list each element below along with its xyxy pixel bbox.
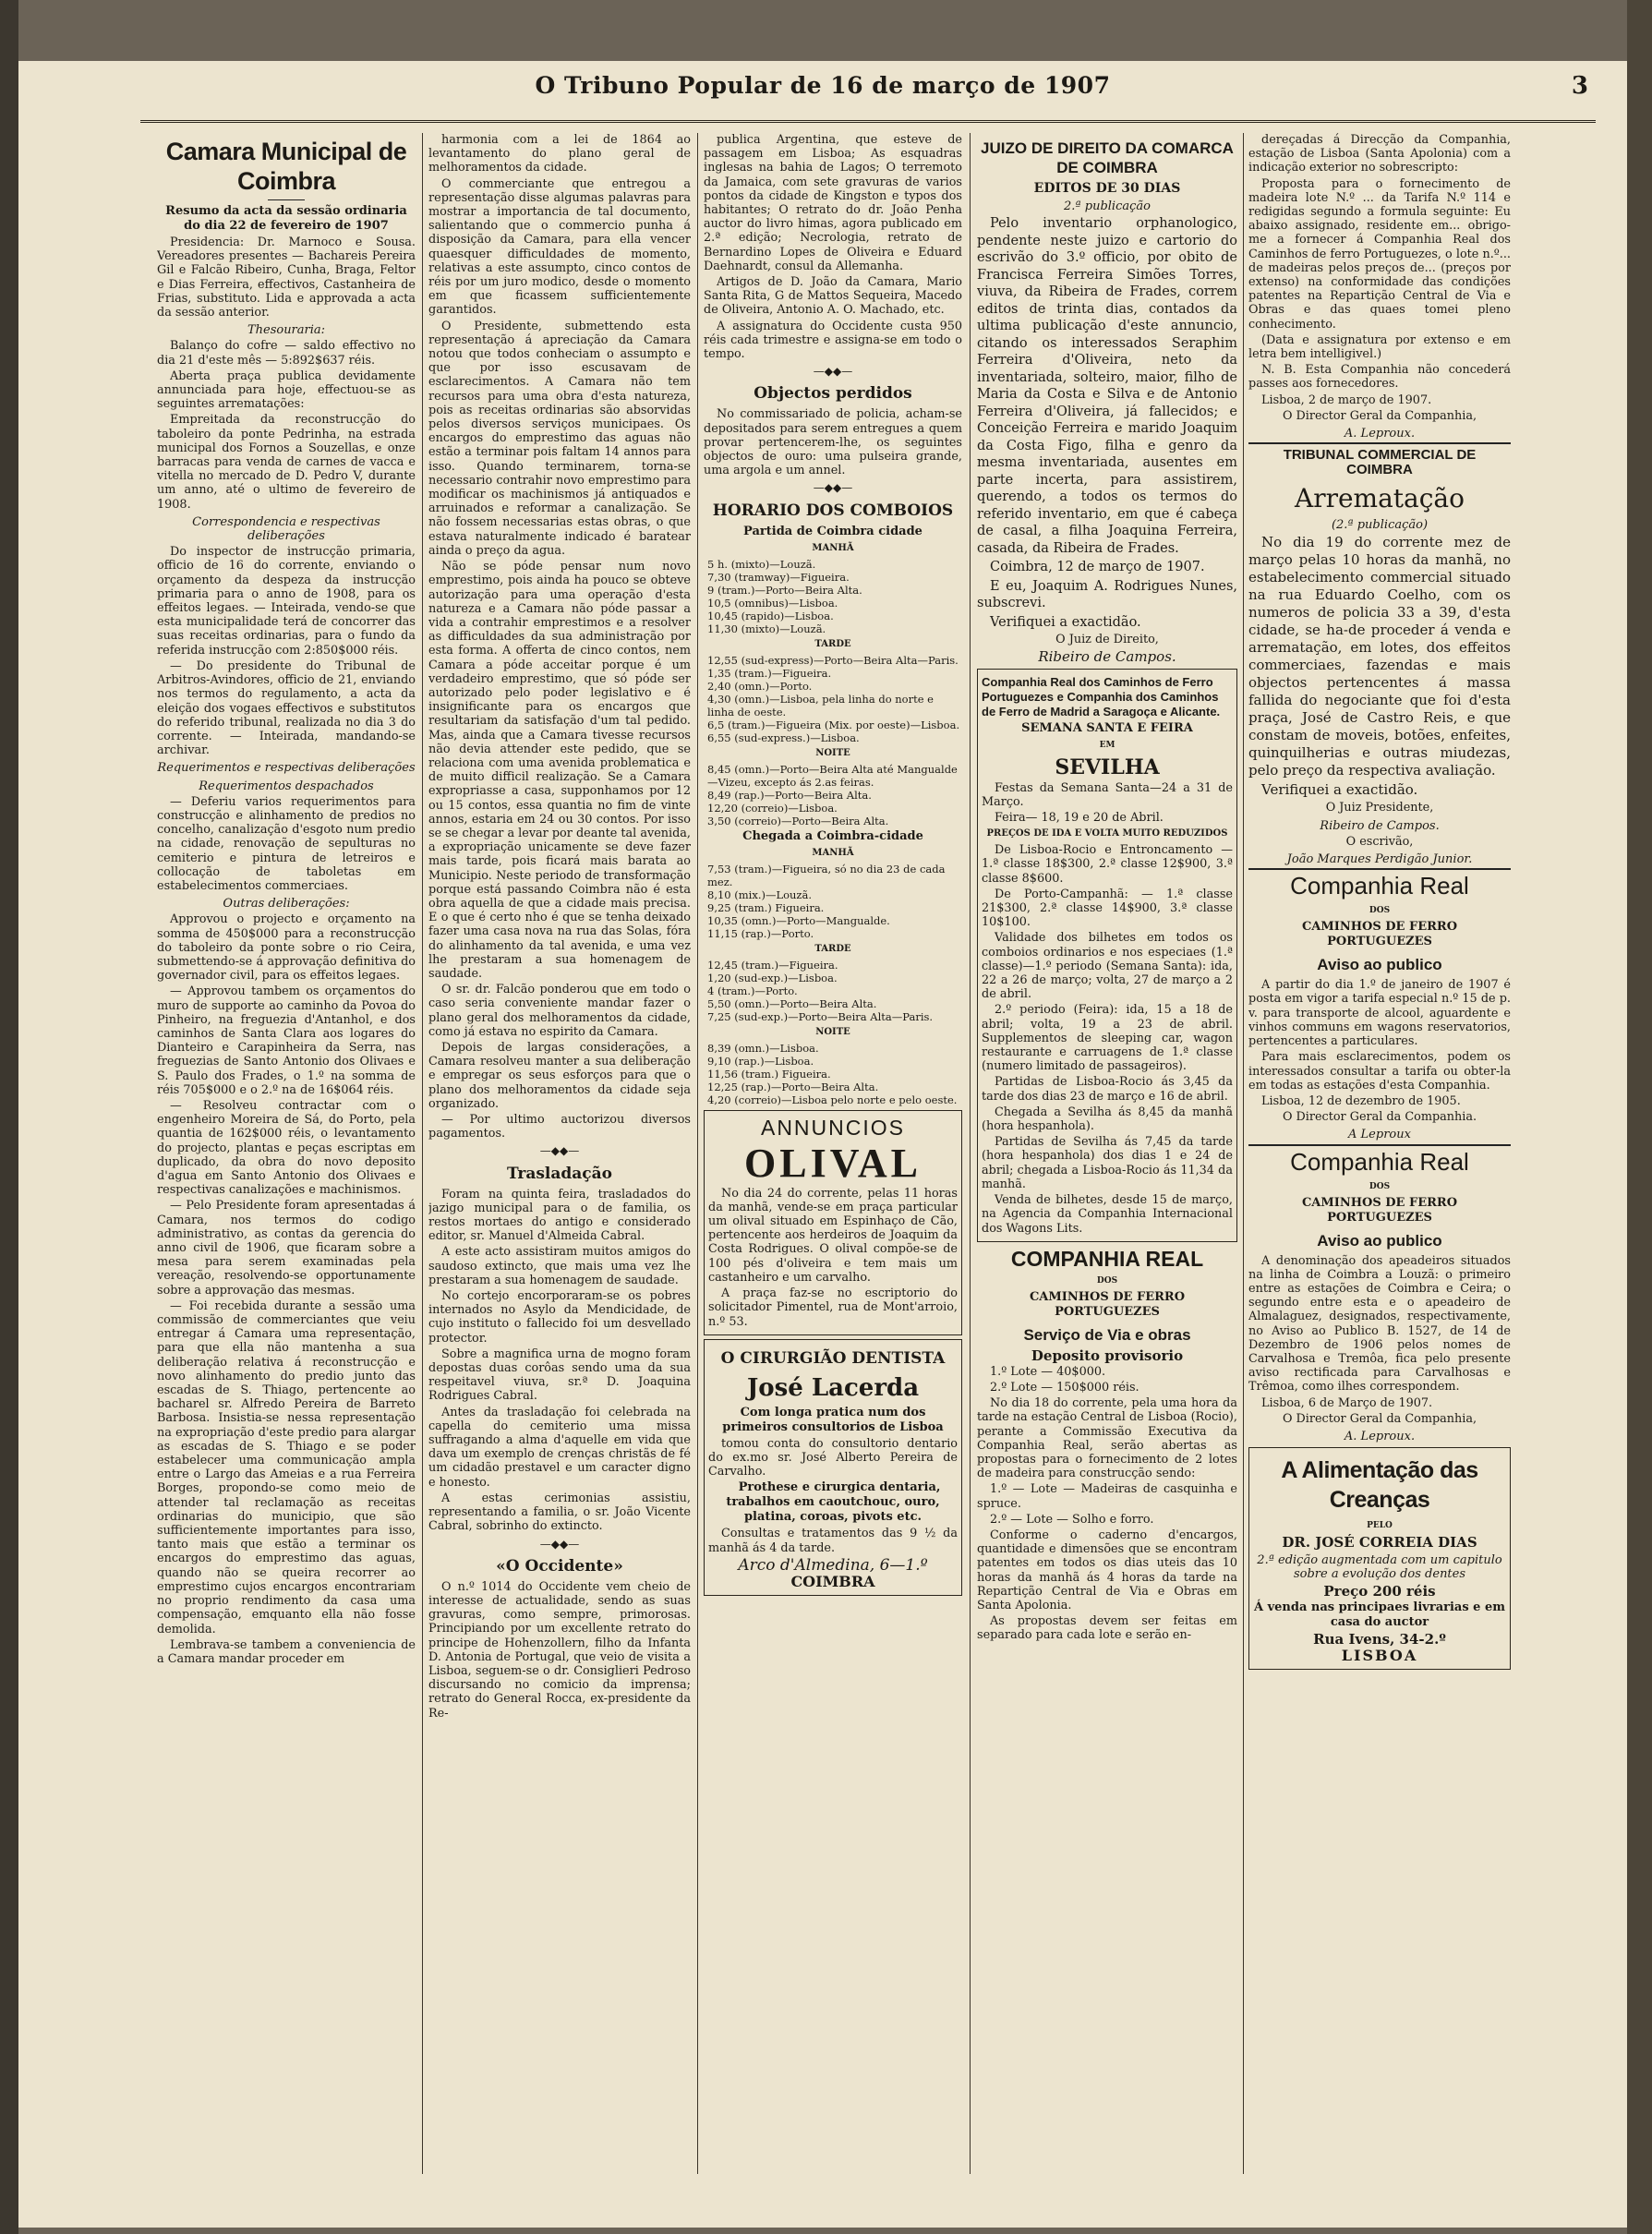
company-subtitle: DOS bbox=[1369, 906, 1391, 916]
list-item: 1,20 (sud-exp.)—Lisboa. bbox=[707, 971, 838, 984]
paragraph: Venda de bilhetes, desde 15 de março, na Agencia da Companhia Internacional dos Wagons Lits. bbox=[982, 1193, 1233, 1236]
paragraph: 2.º — Lote — Solho e forro. bbox=[990, 1512, 1154, 1527]
paragraph: De Lisboa-Rocio e Entroncamento — 1.ª classe 18$300, 2.ª classe 12$900, 3.ª classe 8$600. bbox=[982, 843, 1233, 886]
section-heading: Correspondencia e respectivas deliberações bbox=[192, 514, 380, 544]
list-item: 11,56 (tram.) Figueira. bbox=[707, 1067, 831, 1081]
signature-name: Ribeiro de Campos. bbox=[1038, 648, 1176, 666]
list-item: 4,20 (correio)—Lisboa pelo norte e pelo oeste. bbox=[707, 1093, 958, 1106]
list-item: 1,35 (tram.)—Figueira. bbox=[707, 666, 832, 680]
paragraph: — Do presidente do Tribunal de Arbitros-Avindores, officio de 21, enviando nos termos do regulamento, a acta da eleição dos vogaes effectivos e substitutos do referido tribunal, realizada no dia 3 do corrente. — Inteirada, mandando-se archivar. bbox=[157, 658, 416, 758]
paragraph: Do inspector de instrucção primaria, officio de 16 do corrente, enviando o orçamento da despeza da instrucção primaria para o anno de 1908, para os effeitos legaes. — Inteirada, vendo-se que esta municipalidade terá de concorrer das suas receitas ordinarias, para o fundo da referida instrucção com 2:850$000 réis. bbox=[157, 545, 416, 658]
list-item: 5,50 (omn.)—Porto—Beira Alta. bbox=[707, 996, 877, 1010]
period-label: MANHÃ bbox=[812, 847, 854, 858]
departures-afternoon bbox=[704, 654, 962, 744]
paragraph: No dia 24 do corrente, pelas 11 horas da manhã, vende-se em praça particular um olival situado em Espinhaço de Cão, pertencente aos herdeiros de Joaquim da Costa Rodrigues. O olival compõe-se de 100 pés d'oliveira e tem mais um castanheiro e um carvalho. bbox=[708, 1186, 958, 1285]
paragraph: — Deferiu varios requerimentos para construcção e alinhamento de predios no concelho, canalização d'esgoto num predio na cidade, renovação de sepulturas no cemiterio e pintura de letreiros e collocação de taboletas em estabelecimentos commerciaes. bbox=[157, 794, 416, 893]
article-subtitle: Resumo da acta da sessão ordinaria do dia 22 de fevereiro de 1907 bbox=[165, 204, 407, 233]
column-5 bbox=[1248, 133, 1511, 2174]
notice-title: Aviso ao publico bbox=[1317, 1231, 1442, 1250]
paragraph: (Data e assignatura por extenso e em letra bem intelligivel.) bbox=[1248, 332, 1511, 362]
list-item: 7,25 (sud-exp.)—Porto—Beira Alta—Paris. bbox=[707, 1009, 934, 1023]
paragraph: Festas da Semana Santa—24 a 31 de Março. bbox=[982, 780, 1233, 809]
paragraph: — Approvou tambem os orçamentos do muro de supporte ao caminho da Povoa do Pinheiro, na freguezia d'Antanhol, e dos caminhos de Santa Clara aos logares do Dianteiro e Carapinheira da Serra, nas freguezias de Santo Antonio dos Olivaes e S. Paulo dos Frades, o 1.º na somma de réis 705$000 e o 2.º na de 16$064 réis. bbox=[157, 984, 416, 1097]
ad-address: Arco d'Almedina, 6—1.º bbox=[738, 1555, 928, 1575]
list-item: 9,10 (rap.)—Lisboa. bbox=[707, 1054, 814, 1068]
list-item: 11,15 (rap.)—Porto. bbox=[707, 926, 814, 940]
signature-role: O Juiz Presidente, bbox=[1325, 801, 1434, 815]
paragraph: O n.º 1014 do Occidente vem cheio de interesse de actualidade, sendo as suas gravuras, como sempre, primorosas. Principiando por um excellente retrato do principe de Hohenzollern, filho da Infanta D. Antonia de Portugal, que veio de visita a Lisboa, seguem-se o dr. Consiglieri Pedroso discursando no comicio da imprensa; retrato do General Rocca, ex-presidente da Re- bbox=[428, 1579, 691, 1721]
paragraph: Foram na quinta feira, trasladados do jazigo municipal para o de familia, os restos mortaes do antigo e considerado editor, sr. Manuel d'Almeida Cabral. bbox=[428, 1187, 691, 1244]
paragraph: Para mais esclarecimentos, podem os interessados consultar a tarifa ou obter-la em todas as estações d'esta Companhia. bbox=[1248, 1050, 1511, 1093]
paragraph: Sobre a magnifica urna de mogno foram depostas duas corôas sendo uma da sua respeitavel viuva, sr.ª D. Joaquina Rodrigues Cabral. bbox=[428, 1346, 691, 1404]
paragraph: 1.º — Lote — Madeiras de casquinha e spruce. bbox=[977, 1482, 1237, 1511]
paragraph: Verifiquei a exactidão. bbox=[1261, 781, 1418, 799]
paragraph: Chegada a Sevilha ás 8,45 da manhã (hora hespanhola). bbox=[982, 1105, 1233, 1134]
paragraph: A partir do dia 1.º de janeiro de 1907 é posta em vigor a tarifa especial n.º 15 de p. v. para transporte de alcool, aguardente e vinhos communs em wagons reservatorios, pertencentes a particulares. bbox=[1248, 978, 1511, 1049]
ad-subtitle: SEMANA SANTA E FEIRA bbox=[1021, 720, 1193, 735]
ad-title: Companhia Real dos Caminhos de Ferro Portuguezes e Companhia dos Caminhos de Ferro de Madrid a Saragoça e Alicante. bbox=[982, 674, 1221, 719]
masthead-title: O Tribuno Popular de 16 de março de 1907 bbox=[535, 72, 1111, 99]
timetable-subtitle: Chegada a Coimbra-cidade bbox=[742, 828, 923, 843]
timetable-title: HORARIO DOS COMBOIOS bbox=[712, 501, 954, 520]
paragraph: O sr. dr. Falcão ponderou que em todo o caso seria conveniente mandar fazer o plano geral dos melhoramentos da cidade, como já estava no espirito da Camara. bbox=[428, 983, 691, 1039]
column-divider bbox=[422, 133, 423, 2174]
list-item: 12,25 (rap.)—Porto—Beira Alta. bbox=[707, 1080, 879, 1093]
departures-morning bbox=[704, 558, 962, 635]
ad-city: COIMBRA bbox=[790, 1572, 875, 1590]
notice-heading: Arrematação bbox=[1295, 483, 1465, 514]
section-heading: Requerimentos e respectivas deliberações bbox=[157, 761, 416, 776]
list-item: 9,25 (tram.) Figueira. bbox=[707, 900, 825, 914]
period-label: MANHÃ bbox=[812, 542, 854, 553]
signature-role: O Juiz de Direito, bbox=[1055, 633, 1159, 647]
list-item: 8,49 (rap.)—Porto—Beira Alta. bbox=[707, 788, 872, 802]
paragraph: No dia 18 do corrente, pela uma hora da tarde na estação Central de Lisboa (Rocio), perante a Commissão Executiva da Companhia Real, serão abertas as propostas para o fornecimento de 2 lotes de madeira para construcção sendo: bbox=[977, 1396, 1237, 1481]
paragraph: A este acto assistiram muitos amigos do saudoso extincto, que mais uma vez lhe prestaram a sua homenagem de saudade. bbox=[428, 1245, 691, 1287]
paragraph: Não se póde pensar num novo emprestimo, pois ainda ha pouco se obteve autorização para uma operação d'esta natureza e a Camara não póde passar a vida a contrahir emprestimos e a resolver as difficuldades da sua administração por esta forma. A offerta de cinco contos, nem Camara a póde acceitar porque é um verdadeiro emprestimo, que só póde ser autorizado pelo poder legislativo e é insignificante para os encargos que resultariam da satisfação d'um tal pedido. Mas, ainda que a Camara tivesse recursos não devia attender este pedido, que se relaciona com uma avenida problematica e de muito difficil realização. Se a Camara expropriasse a casa, supponhamos por 12 ou 15 contos, essa quantia no fim de vinte annos, estaria em 24 ou 30 contos. Por isso se se chegar a levar por deante tal avenida, a expropriação unicamente se deve fazer mais tarde, pois ficará mais barata ao Municipio. Neste periodo de transformação porque está passando Coimbra não é esta obra aquella de que a cidade mais precisa. E o que é certo nho é que se tenha deixado fazer uma casa nova na rua das Solas, fóra do alinhamento da tal avenida, e uma vez lhe prestaram a sua homenagem de saudade. bbox=[428, 560, 691, 981]
list-item: 10,35 (omn.)—Porto—Mangualde. bbox=[707, 913, 890, 927]
ad-subtitle: PREÇOS DE IDA E VOLTA MUITO REDUZIDOS bbox=[986, 828, 1228, 839]
paragraph: Lisboa, 2 de março de 1907. bbox=[1261, 392, 1432, 407]
paragraph: Depois de largas considerações, a Camara resolveu manter a sua deliberação e empregar os seus esforços para que o plano dos melhoramentos da cidade seja organizado. bbox=[428, 1041, 691, 1111]
signature-role: O escrivão, bbox=[1345, 834, 1414, 849]
company-subtitle: DOS bbox=[1096, 1275, 1118, 1286]
notice-title: TRIBUNAL COMMERCIAL DE COIMBRA bbox=[1248, 442, 1511, 477]
section-subheading: Requerimentos despachados bbox=[199, 779, 374, 793]
dentist-ad bbox=[704, 1339, 962, 1596]
left-page-edge bbox=[0, 0, 18, 2234]
list-item: 8,10 (mix.)—Louzã. bbox=[707, 888, 812, 901]
paragraph: — Foi recebida durante a sessão uma commissão de commerciantes que veiu entregar á Camara uma representação, para que ella não mantenha a sua deliberação relativa á reconstrucção e novo alinhamento do predio junto das escadas de S. Thiago, pertencente ao bacharel sr. Alfredo Pereira de Barreto Barbosa. Insistia-se nessa representação na expropriação d'este predio para alargar as escadas de S. Thiago e se poder estabelecer uma communicação ampla entre o Largo das Ameias e a rua Ferreira Borges, propondo-se como meio de attender tal reclamação as receitas ordinarias do municipio, que são sufficientemente importantes para isso, tanto mais que estão a terminar os encargos do emprestimo das aguas, quando não se queira recorrer ao emprestimo cujos encargos encontrariam no proprio rendimento da casa uma compensação, emquanto ella não fosse demolida. bbox=[157, 1298, 416, 1636]
column-divider bbox=[1243, 133, 1244, 2174]
paragraph: Artigos de D. João da Camara, Mario Santa Rita, G de Mattos Sequeira, Macedo de Oliveira, Antonio A. O. Machado, etc. bbox=[704, 275, 962, 318]
paragraph: A denominação dos apeadeiros situados na linha de Coimbra a Louzã: o primeiro entre as estações de Coimbra e Ceira; o segundo entre esta e o apeadeiro de Almalaguez, designados, respectivamente, no Aviso ao Publico B. 1527, de 14 de Dezembro de 1906 pelos nomes de Carvalhosa e Tremôa, fica pelo presente aviso rectificada para Carvalhosas e Trêmoa, como ilhes correspondem. bbox=[1248, 1253, 1511, 1395]
list-item: 4,30 (omn.)—Lisboa, pela linha do norte e linha de oeste. bbox=[707, 692, 934, 719]
list-item: 4 (tram.)—Porto. bbox=[707, 984, 798, 997]
section-title: «O Occidente» bbox=[496, 1556, 623, 1576]
paragraph: Consultas e tratamentos das 9 ½ da manhã ás 4 da tarde. bbox=[708, 1527, 958, 1555]
paragraph: E eu, Joaquim A. Rodrigues Nunes, subscrevi. bbox=[977, 578, 1237, 611]
ad-city: SEVILHA bbox=[1055, 755, 1160, 779]
paragraph: Presidencia: Dr. Marnoco e Sousa. Vereadores presentes — Bachareis Pereira Gil e Falcão Ribeiro, Cunha, Braga, Feltor e Dias Ferreira, effectivos, Castanheira de Frias, substituto. Lida e approvada a acta da sessão anterior. bbox=[157, 235, 416, 320]
olival-heading: OLIVAL bbox=[744, 1140, 922, 1186]
signature-name: A Leproux bbox=[1348, 1128, 1411, 1142]
section-heading: Outras deliberações: bbox=[223, 897, 350, 912]
period-label: TARDE bbox=[814, 638, 851, 649]
paragraph: — Pelo Presidente foram apresentadas á Camara, nos termos do codigo administrativo, as contas da gerencia do anno civil de 1906, que ficaram sobre a mesa para serem examinadas pela vereação, resolvendo-se opportunamente sobre a approvação das mesmas. bbox=[157, 1199, 416, 1298]
timetable-subtitle: Partida de Coimbra cidade bbox=[743, 524, 922, 538]
paragraph: Antes da trasladação foi celebrada na capella do cemiterio uma missa suffragando a alma d'aquelle em vida que dava um exemplo de crenças christãs de fé um cidadão prestavel e um caracter digno e honesto. bbox=[428, 1405, 691, 1490]
ornament-divider: —◆◆— bbox=[813, 481, 853, 495]
paragraph: No cortejo encorporaram-se os pobres internados no Asylo da Mendicidade, de cujo instituto o fallecido foi um desvellado protector. bbox=[428, 1289, 691, 1346]
company-subtitle: CAMINHOS DE FERRO PORTUGUEZES bbox=[1029, 1289, 1186, 1319]
book-by: PELO bbox=[1367, 1521, 1393, 1531]
ornament-divider: —◆◆— bbox=[539, 1537, 580, 1551]
paragraph: Approvou o projecto e orçamento na somma de 450$000 para a reconstrucção do taboleiro da ponte sobre o rio Ceira, submettendo-se á approvação definitiva do governador civil, para os effeitos legaes. bbox=[157, 912, 416, 984]
paragraph: Feira— 18, 19 e 20 de Abril. bbox=[995, 811, 1164, 826]
right-page-edge bbox=[1627, 0, 1652, 2234]
paragraph: tomou conta do consultorio dentario do ex.mo sr. José Alberto Pereira de Carvalho. bbox=[708, 1436, 958, 1479]
paragraph: 1.º Lote — 40$000. bbox=[990, 1364, 1106, 1379]
company-subtitle: CAMINHOS DE FERRO PORTUGUEZES bbox=[1301, 1195, 1458, 1225]
paragraph: A praça faz-se no escriptorio do solicitador Pimentel, rua de Mont'arroio, n.º 53. bbox=[708, 1286, 958, 1329]
signature-name: A. Leproux. bbox=[1344, 1429, 1416, 1443]
paragraph: Lembrava-se tambem a conveniencia de a Camara mandar proceder em bbox=[157, 1637, 416, 1666]
company-subtitle: DOS bbox=[1369, 1181, 1391, 1191]
list-item: 8,45 (omn.)—Porto—Beira Alta até Mangualde—Vizeu, excepto ás 2.as feiras. bbox=[707, 762, 958, 789]
list-item: 12,45 (tram.)—Figueira. bbox=[707, 958, 838, 972]
list-item: 2,40 (omn.)—Porto. bbox=[707, 679, 813, 693]
newspaper-page bbox=[18, 61, 1627, 2228]
paragraph: No dia 19 do corrente mez de março pelas 10 horas da manhã, no estabelecimento commercial situado na rua Eduardo Coelho, com os numeros de policia 33 a 39, d'esta cidade, se ha-de proceder á venda e arrematação, em lotes, dos effeitos commerciaes, fazendas e mais objectos pertencentes á massa fallida do negociante que foi d'esta praça, José de Castro Reis, e que constam de moveis, botões, enfeites, quinquilherias e outras miudezas, pelo preço da respectiva avaliação. bbox=[1248, 534, 1511, 779]
paragraph: 2.º Lote — 150$000 réis. bbox=[990, 1380, 1140, 1395]
arrivals-afternoon bbox=[704, 959, 962, 1023]
paragraph: Lisboa, 6 de Março de 1907. bbox=[1261, 1395, 1433, 1410]
dentist-name: José Lacerda bbox=[746, 1373, 920, 1402]
notice-publication: 2.ª publicação bbox=[1064, 199, 1151, 213]
book-city: LISBOA bbox=[1341, 1646, 1418, 1664]
list-item: 3,50 (correio)—Porto—Beira Alta. bbox=[707, 814, 889, 827]
list-item: 7,30 (tramway)—Figueira. bbox=[707, 570, 850, 584]
paragraph: As propostas devem ser feitas em separado para cada lote e serão en- bbox=[977, 1614, 1237, 1643]
article-title: Camara Municipal de Coimbra bbox=[165, 138, 407, 195]
notice-title: Serviço de Via e obras bbox=[1023, 1325, 1191, 1344]
arrivals-night bbox=[704, 1042, 962, 1106]
section-title: Objectos perdidos bbox=[754, 384, 912, 404]
company-title: Companhia Real bbox=[1248, 1144, 1511, 1177]
notice-subtitle: EDITOS DE 30 DIAS bbox=[1033, 181, 1181, 196]
notice-publication: (2.ª publicação) bbox=[1331, 518, 1429, 533]
page-header bbox=[18, 72, 1627, 103]
list-item: 10,45 (rapido)—Lisboa. bbox=[707, 609, 834, 622]
notice-subtitle: Deposito provisorio bbox=[1031, 1346, 1184, 1364]
header-rule bbox=[140, 120, 1596, 123]
paragraph: Partidas de Sevilha ás 7,45 da tarde (hora hespanhola) dos dias 1 e 24 de abril; chegada a Lisboa-Rocio ás 11,34 da manhã. bbox=[982, 1135, 1233, 1191]
period-label: NOITE bbox=[815, 1026, 850, 1037]
section-heading: Thesouraria: bbox=[247, 323, 326, 338]
signature-role: O Director Geral da Companhia, bbox=[1282, 408, 1477, 423]
list-item: 6,5 (tram.)—Figueira (Mix. por oeste)—Lisboa. bbox=[707, 718, 960, 731]
ad-subtitle: EM bbox=[1099, 740, 1115, 750]
paragraph: Partidas de Lisboa-Rocio ás 3,45 da tarde dos dias 23 de março e 16 de abril. bbox=[982, 1075, 1233, 1104]
page-number: 3 bbox=[1571, 72, 1588, 100]
paragraph: Lisboa, 12 de dezembro de 1905. bbox=[1261, 1093, 1461, 1108]
paragraph: O commerciante que entregou a representação disse algumas palavras para mostrar a importancia de tal documento, salientando que o commercio punha á disposição da Camara, para ella vencer quaesquer difficuldades de momento, relativas a este assumpto, cinco contos de réis por um juro modico, desde o momento em que ficassem sufficientemente garantidos. bbox=[428, 176, 691, 318]
signature-name: João Marques Perdigão Junior. bbox=[1286, 852, 1473, 867]
signature-name: Ribeiro de Campos. bbox=[1320, 818, 1440, 833]
paragraph: — Resolveu contractar com o engenheiro Moreira de Sá, do Porto, pela quantia de 162$000 réis, o levantamento do projecto, plantas e peças escriptas em duplicado, da obra do novo deposito d'agua em Santo Antonio dos Olivaes e respectivas canalizações e machinismos. bbox=[157, 1098, 416, 1198]
company-subtitle: CAMINHOS DE FERRO PORTUGUEZES bbox=[1301, 920, 1458, 949]
signature-name: A. Leproux. bbox=[1344, 427, 1416, 441]
paragraph: Verifiquei a exactidão. bbox=[990, 614, 1141, 630]
paragraph: Prothese e cirurgica dentaria, trabalhos em caoutchouc, ouro, platina, coroas, pivots etc. bbox=[726, 1480, 941, 1525]
company-title: COMPANHIA REAL bbox=[1010, 1246, 1204, 1271]
list-item: 8,39 (omn.)—Lisboa. bbox=[707, 1041, 819, 1055]
book-edition: 2.ª edição augmentada com um capitulo sobre a evolução dos dentes bbox=[1257, 1553, 1502, 1582]
paragraph: dereçadas á Direcção da Companhia, estação de Lisboa (Santa Apolonia) com a indicação exterior no sobrescripto: bbox=[1248, 133, 1511, 175]
period-label: NOITE bbox=[815, 747, 850, 758]
book-ad bbox=[1248, 1447, 1511, 1669]
list-item: 12,20 (correio)—Lisboa. bbox=[707, 801, 838, 815]
paragraph: — Por ultimo auctorizou diversos pagamentos. bbox=[428, 1113, 691, 1141]
book-address: Rua Ivens, 34-2.º bbox=[1313, 1630, 1446, 1648]
railway-ad bbox=[977, 669, 1237, 1242]
list-item: 5 h. (mixto)—Louzã. bbox=[707, 557, 816, 571]
ornament-divider: —◆◆— bbox=[539, 1144, 580, 1158]
column-4 bbox=[977, 133, 1237, 2174]
annuncios-heading: ANNUNCIOS bbox=[760, 1115, 905, 1140]
paragraph: Empreitada da reconstrucção do taboleiro da ponte Pedrinha, na estrada municipal dos Fornos a Souzellas, e onze barracas para venda de carnes de vacca e vitella no mercado de D. Pedro V, durante um anno, até o ultimo de fevereiro de 1908. bbox=[157, 413, 416, 512]
paragraph: Conforme o caderno d'encargos, quantidade e dimensões que se encontram patentes em todos os dias uteis das 10 horas da manhã ás 4 horas da tarde na Repartição Central de Via e Obras em Santa Apolonia. bbox=[977, 1528, 1237, 1612]
section-title: Trasladação bbox=[506, 1164, 613, 1183]
column-divider bbox=[970, 133, 971, 2174]
paragraph: De Porto-Campanhã: — 1.ª classe 21$300, 2.ª classe 14$900, 3.ª classe 10$100. bbox=[982, 887, 1233, 930]
paragraph: harmonia com a lei de 1864 ao levantamento do plano geral de melhoramentos da cidade. bbox=[428, 133, 691, 175]
paragraph: Coimbra, 12 de março de 1907. bbox=[990, 560, 1205, 575]
list-item: 11,30 (mixto)—Louzã. bbox=[707, 622, 826, 635]
signature-role: O Director Geral da Companhia, bbox=[1282, 1411, 1477, 1426]
paragraph: Validade dos bilhetes em todos os comboios ordinarios e nos especiaes (1.ª classe)—1.º periodo (Semana Santa): ida, 22 a 26 de março; volta, 27 de março a 2 de abril. bbox=[982, 931, 1233, 1002]
paragraph: 2.º periodo (Feira): ida, 15 a 18 de abril; volta, 19 a 23 de abril. Supplementos de sleeping car, wagon restaurante e carruagens de 1.ª classe (numero limitado de passageiros). bbox=[982, 1003, 1233, 1074]
period-label: TARDE bbox=[814, 943, 851, 954]
list-item: 10,5 (omnibus)—Lisboa. bbox=[707, 596, 838, 610]
column-1 bbox=[157, 133, 416, 2174]
ad-subtitle: Com longa pratica num dos primeiros consultorios de Lisboa bbox=[722, 1405, 944, 1434]
paragraph: publica Argentina, que esteve de passagem em Lisboa; As esquadras inglesas na bahia de Lagos; O terremoto da Jamaica, com sete gravuras de varios pontos da cidade de Kingston e typos dos habitantes; O retrato do dr. João Penha auctor do livro himas, agora publicado em 2.ª edição; Necrologia, retrato de Bernardino Lopes de Oliveira e Eduard Daehnardt, consul da Allemanha. bbox=[704, 133, 962, 273]
notice-title: JUIZO DE DIREITO DA COMARCA DE COIMBRA bbox=[981, 139, 1234, 176]
divider bbox=[268, 199, 305, 200]
list-item: 7,53 (tram.)—Figueira, só no dia 23 de cada mez. bbox=[707, 862, 946, 888]
book-author: DR. JOSÉ CORREIA DIAS bbox=[1282, 1534, 1477, 1552]
paragraph: Balanço do cofre — saldo effectivo no dia 21 d'este mês — 5:892$637 réis. bbox=[157, 339, 416, 368]
departures-night bbox=[704, 763, 962, 827]
book-price: Preço 200 réis bbox=[1323, 1582, 1436, 1600]
paragraph: A assignatura do Occidente custa 950 réis cada trimestre e assigna-se em todo o tempo. bbox=[704, 319, 962, 362]
signature-role: O Director Geral da Companhia. bbox=[1282, 1110, 1477, 1125]
book-title: A Alimentação das Creanças bbox=[1281, 1457, 1478, 1514]
paragraph: O Presidente, submettendo esta representação á apreciação da Camara notou que todos conheciam o assumpto e que por isso escusavam de esclarecimentos. A Camara não tem recursos para uma obra d'esta natureza, pois as receitas ordinarias são absorvidas pelos diversos serviços municipaes. Os encargos do emprestimo das aguas não estão a terminar pois faltam 14 annos para isso. Quando terminarem, torna-se necessario contrahir novo emprestimo para modificar os machinismos já antiquados e arruinados e reformar a canalização. Se não fossem necessarias estas obras, o que estava naturalmente indicado é baratear ainda o preço da agua. bbox=[428, 319, 691, 558]
ad-title: O CIRURGIÃO DENTISTA bbox=[720, 1348, 946, 1368]
column-2 bbox=[428, 133, 691, 2174]
arrivals-morning bbox=[704, 863, 962, 940]
notice-title: Aviso ao publico bbox=[1317, 956, 1442, 974]
column-divider bbox=[697, 133, 698, 2174]
list-item: 12,55 (sud-express)—Porto—Beira Alta—Paris. bbox=[707, 653, 959, 667]
paragraph: A estas cerimonias assistiu, representando a familia, o sr. João Vicente Cabral, sobrinho do extincto. bbox=[428, 1491, 691, 1534]
paragraph: Pelo inventario orphanologico, pendente neste juizo e cartorio do escrivão do 3.º officio, por obito de Francisca Ferreira Simões Torres, viuva, da Ribeira de Frades, correm editos de trinta dias, contados da ultima publicação d'este annuncio, citando os interessados Seraphim Ferreira d'Oliveira, neto da inventariada, solteiro, maior, filho de Maria da Costa e Silva e de Antonio Ferreira d'Oliveira, já fallecidos; e Conceição Ferreira e marido Joaquim da Costa Figo, filha e genro da mesma inventariada, ausentes em parte incerta, para assistirem, querendo, a todos os termos do referido inventario, em que é cabeça de casal, a filha Joaquina Ferreira, casada, da Ribeira de Frades. bbox=[977, 216, 1237, 556]
paragraph: Proposta para o fornecimento de madeira lote N.º ... da Tarifa N.º 114 e redigidas segundo a formula seguinte: Eu abaixo assignado, residente em... obrigo-me a fornecer á Companhia Real dos Caminhos de ferro Portuguezes, o lote n.º... de madeiras pelos preços de... (preços por extenso) na conformidade das condições patentes na Repartição Central de Via e Obras e das quaes tomei pleno conhecimento. bbox=[1248, 176, 1511, 332]
ornament-divider: —◆◆— bbox=[813, 365, 853, 379]
annuncios-box bbox=[704, 1110, 962, 1335]
list-item: 9 (tram.)—Porto—Beira Alta. bbox=[707, 583, 862, 597]
company-title: Companhia Real bbox=[1248, 868, 1511, 901]
book-sale-info: Á venda nas principaes livrarias e em casa do auctor bbox=[1253, 1600, 1506, 1629]
paragraph: N. B. Esta Companhia não concederá passes aos fornecedores. bbox=[1248, 363, 1511, 392]
list-item: 6,55 (sud-express.)—Lisboa. bbox=[707, 731, 860, 744]
paragraph: No commissariado de policia, acham-se depositados para serem entregues a quem provar pertencerem-lhe, os seguintes objectos de ouro: uma pulseira grande, uma argola e um annel. bbox=[704, 407, 962, 478]
paragraph: Aberta praça publica devidamente annunciada para hoje, effectuou-se as seguintes arrematações: bbox=[157, 368, 416, 412]
column-3 bbox=[704, 133, 962, 2174]
